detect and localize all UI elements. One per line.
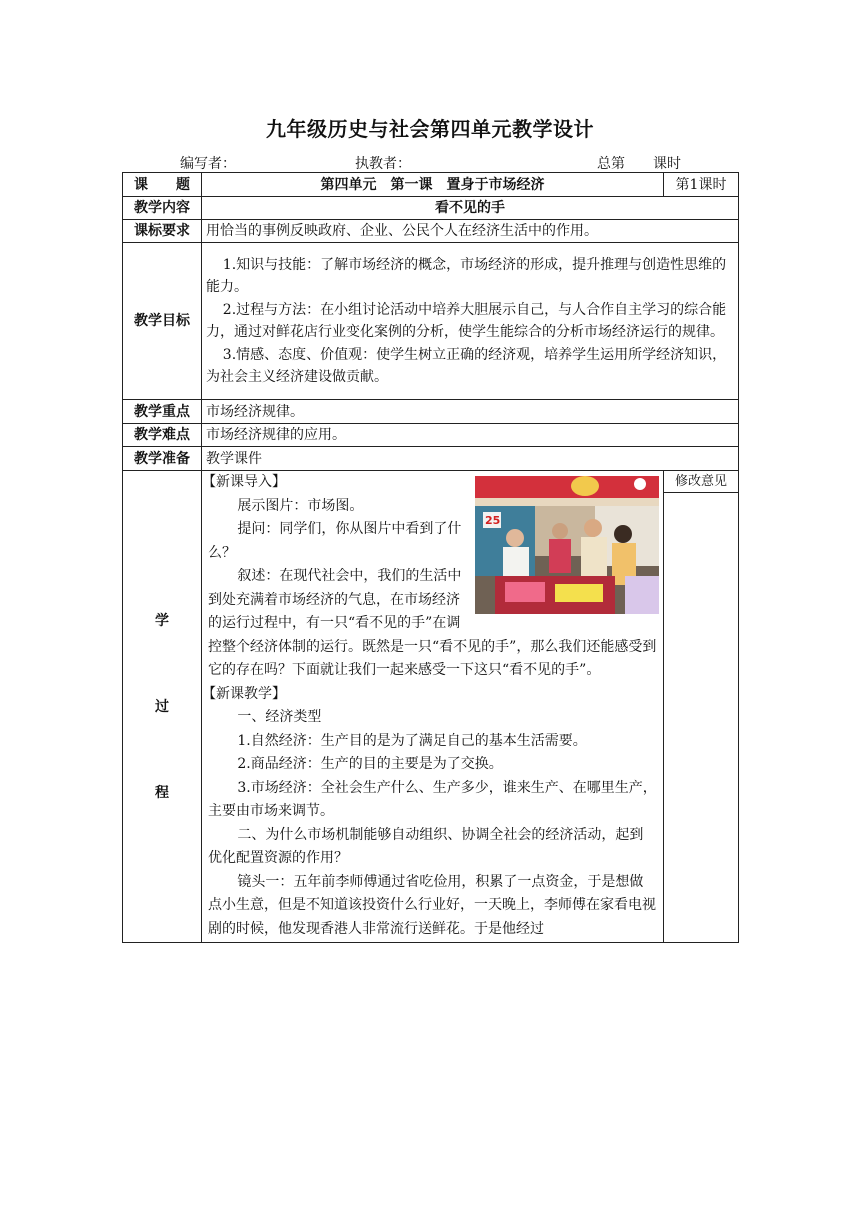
process-row bbox=[123, 471, 739, 943]
new-lesson-heading: 【新课教学】 bbox=[202, 685, 286, 702]
objective-values: 3.情感、态度、价值观：使学生树立正确的经济观，培养学生运用所学经济知识，为社会主义经济建设做贡献。 bbox=[206, 346, 727, 385]
author-label: 编写者： bbox=[180, 156, 236, 172]
intro-narration: 叙述：在现代社会中，我们的生活中到处充满着市场经济的气息，在市场经济的运行过程中，有一只“看不见的手”在调控整个经济体制的运行。既然是一只“看不见的手”，那么我们还能感受到它的存在吗？下面就让我们一起来感受一下这只“看不见的手”。 bbox=[208, 568, 657, 678]
key-row bbox=[123, 400, 739, 424]
market-photo-graphic bbox=[475, 476, 659, 614]
total-lessons-label: 总第 课时 bbox=[597, 156, 681, 172]
lesson-plan-table bbox=[122, 172, 739, 943]
market-photo bbox=[475, 476, 659, 614]
difficulty-label: 教学难点 bbox=[123, 424, 202, 447]
content-value: 看不见的手 bbox=[202, 197, 739, 220]
teacher-label: 执教者： bbox=[355, 156, 411, 172]
key-label: 教学重点 bbox=[123, 400, 202, 424]
intro-heading: 【新课导入】 bbox=[202, 474, 286, 490]
economy-type-natural: 1.自然经济：生产目的是为了满足自己的基本生活需要。 bbox=[237, 732, 587, 749]
prep-value: 教学课件 bbox=[202, 447, 739, 471]
content-label: 教学内容 bbox=[123, 197, 202, 220]
process-label bbox=[123, 471, 202, 943]
process-content bbox=[202, 471, 664, 943]
intro-show-image: 展示图片：市场图。 bbox=[237, 497, 364, 514]
standard-label: 课标要求 bbox=[123, 220, 202, 243]
process-label-char-3: 程 bbox=[155, 784, 169, 801]
standard-value: 用恰当的事例反映政府、企业、公民个人在经济生活中的作用。 bbox=[202, 220, 739, 243]
section-economy-types: 一、经济类型 bbox=[237, 709, 322, 725]
prep-row bbox=[123, 447, 739, 471]
key-value: 市场经济规律。 bbox=[202, 400, 739, 424]
process-label-char-2: 过 bbox=[155, 698, 169, 715]
difficulty-row bbox=[123, 424, 739, 447]
revision-notes-header: 修改意见 bbox=[664, 471, 738, 493]
section-market-mechanism: 二、为什么市场机制能够自动组织、协调全社会的经济活动，起到优化配置资源的作用？ bbox=[208, 826, 644, 866]
revision-notes-cell bbox=[664, 471, 739, 943]
objectives-cell bbox=[202, 243, 739, 400]
objectives-label: 教学目标 bbox=[123, 243, 202, 400]
economy-type-commodity: 2.商品经济：生产的目的主要是为了交换。 bbox=[237, 756, 503, 772]
economy-type-market: 3.市场经济：全社会生产什么、生产多少，谁来生产、在哪里生产，主要由市场来调节。 bbox=[208, 779, 657, 819]
intro-question: 提问：同学们，你从图片中看到了什么？ bbox=[208, 521, 462, 561]
topic-value: 第四单元 第一课 置身于市场经济 bbox=[202, 173, 664, 197]
process-label-char-1: 学 bbox=[155, 612, 169, 629]
topic-label: 课 题 bbox=[123, 173, 202, 197]
content-row bbox=[123, 197, 739, 220]
objective-knowledge: 1.知识与技能：了解市场经济的概念，市场经济的形成，提升推理与创造性思维的能力。 bbox=[206, 256, 727, 295]
objectives-row bbox=[123, 243, 739, 400]
scene-one-text: 镜头一：五年前李师傅通过省吃俭用，积累了一点资金，于是想做点小生意，但是不知道该投资什么行业好，一天晚上，李师傅在家看电视剧的时候，他发现香港人非常流行送鲜花。于是他经过 bbox=[208, 873, 656, 937]
standard-row bbox=[123, 220, 739, 243]
photo-sign-text: 25 bbox=[485, 514, 501, 527]
lesson-hour: 第1课时 bbox=[664, 173, 739, 197]
topic-row bbox=[123, 173, 739, 197]
difficulty-value: 市场经济规律的应用。 bbox=[202, 424, 739, 447]
objective-process: 2.过程与方法：在小组讨论活动中培养大胆展示自己，与人合作自主学习的综合能力，通过对鲜花店行业变化案例的分析，使学生能综合的分析市场经济运行的规律。 bbox=[206, 301, 727, 340]
document-title: 九年级历史与社会第四单元教学设计 bbox=[266, 117, 594, 141]
prep-label: 教学准备 bbox=[123, 447, 202, 471]
